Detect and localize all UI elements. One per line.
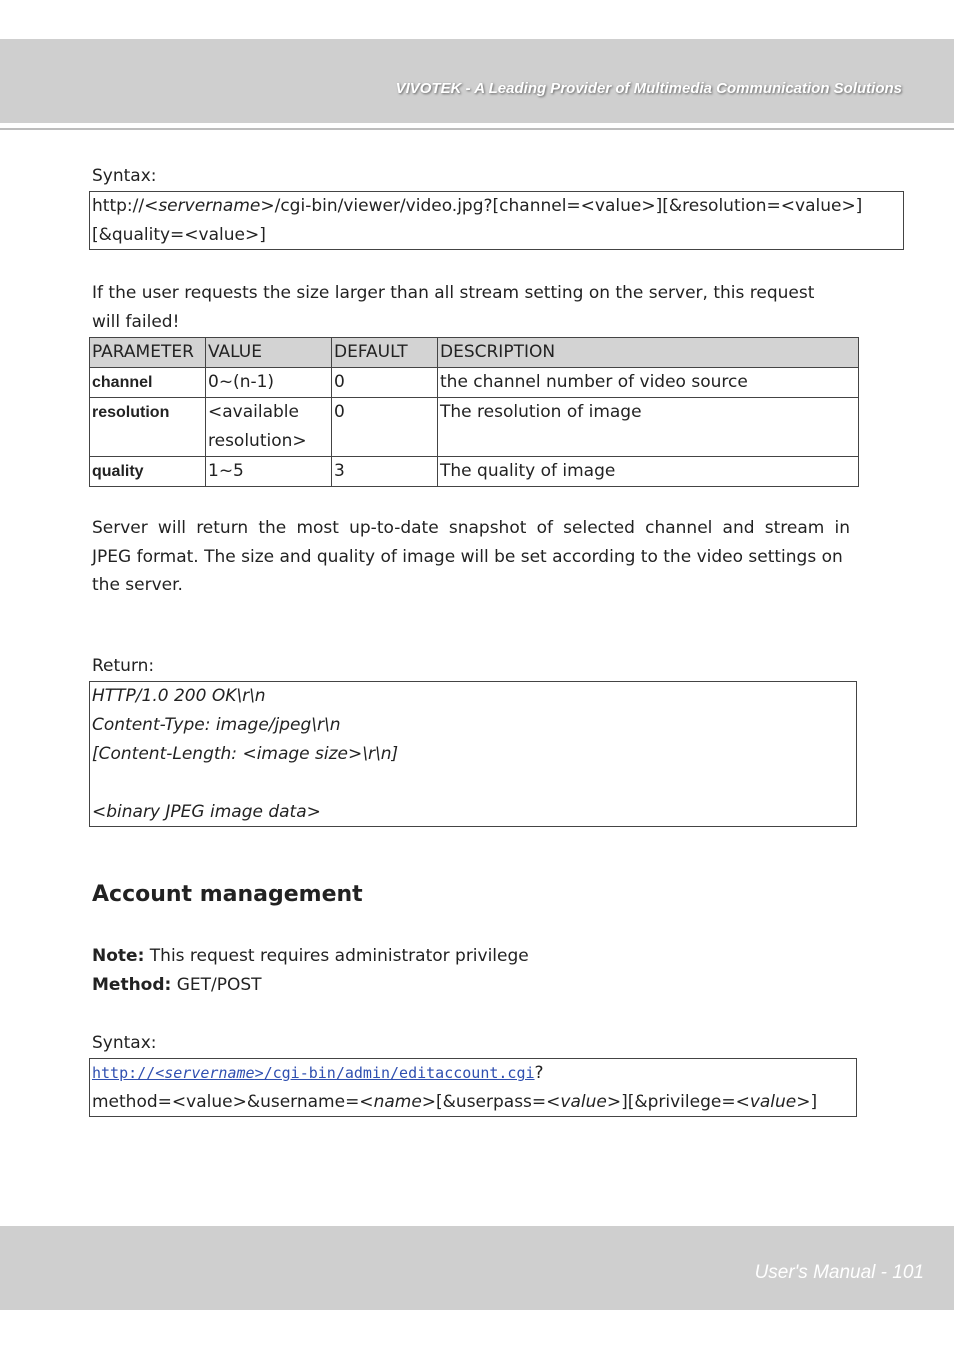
param-value: 0~(n-1) xyxy=(206,368,332,398)
server-note-line-2: JPEG format. The size and quality of image will be set according to the video settings on xyxy=(92,547,843,567)
method-line: Method: GET/POST xyxy=(92,975,262,995)
syntax-box xyxy=(89,191,904,250)
column-header: DEFAULT xyxy=(332,338,438,368)
column-header: DESCRIPTION xyxy=(438,338,859,368)
syntax-line-1: http://<servername>/cgi-bin/viewer/video.jpg?[channel=<value>][&resolution=<value>] xyxy=(92,196,863,216)
return-line: HTTP/1.0 200 OK\r\n xyxy=(92,686,266,706)
syntax-line-2: [&quality=<value>] xyxy=(92,225,266,245)
param-default: 0 xyxy=(332,398,438,457)
param-default: 0 xyxy=(332,368,438,398)
param-name: resolution xyxy=(90,398,206,457)
warning-line-1: If the user requests the size larger than all stream setting on the server, this request xyxy=(92,283,815,303)
param-name: channel xyxy=(90,368,206,398)
editaccount-link[interactable]: http://<servername>/cgi-bin/admin/editaccount.cgi xyxy=(92,1064,535,1082)
syntax-label: Syntax: xyxy=(92,166,157,186)
param-description: The resolution of image xyxy=(438,398,859,457)
account-syntax-line-1: http://<servername>/cgi-bin/admin/editaccount.cgi? xyxy=(92,1063,544,1083)
header-title: VIVOTEK - A Leading Provider of Multimedia Communication Solutions xyxy=(395,80,902,97)
column-header: VALUE xyxy=(206,338,332,368)
param-description: The quality of image xyxy=(438,457,859,487)
server-note-line-3: the server. xyxy=(92,575,183,595)
header-divider xyxy=(0,128,954,130)
table-row xyxy=(90,457,859,487)
return-box xyxy=(89,681,857,827)
table-header-row xyxy=(90,338,859,368)
syntax-label-2: Syntax: xyxy=(92,1033,157,1053)
section-title: Account management xyxy=(92,882,363,907)
note-line: Note: This request requires administrator privilege xyxy=(92,946,529,966)
parameter-table xyxy=(89,337,859,487)
param-default: 3 xyxy=(332,457,438,487)
account-syntax-box xyxy=(89,1058,857,1117)
param-description: the channel number of video source xyxy=(438,368,859,398)
page-number: User's Manual - 101 xyxy=(754,1262,924,1283)
table-row xyxy=(90,368,859,398)
return-label: Return: xyxy=(92,656,155,676)
server-note-line-1: Server will return the most up-to-date snapshot of selected channel and stream in xyxy=(92,518,850,538)
return-line: [Content-Length: <image size>\r\n] xyxy=(92,744,399,764)
table-row xyxy=(90,398,859,457)
column-header: PARAMETER xyxy=(90,338,206,368)
return-line: <binary JPEG image data> xyxy=(92,802,321,822)
param-name: quality xyxy=(90,457,206,487)
return-line: Content-Type: image/jpeg\r\n xyxy=(92,715,341,735)
param-value: <available resolution> xyxy=(206,398,332,457)
warning-line-2: will failed! xyxy=(92,312,180,332)
param-value: 1~5 xyxy=(206,457,332,487)
account-syntax-line-2: method=<value>&username=<name>[&userpass=<value>][&privilege=<value>] xyxy=(92,1092,818,1112)
return-line xyxy=(92,769,854,798)
